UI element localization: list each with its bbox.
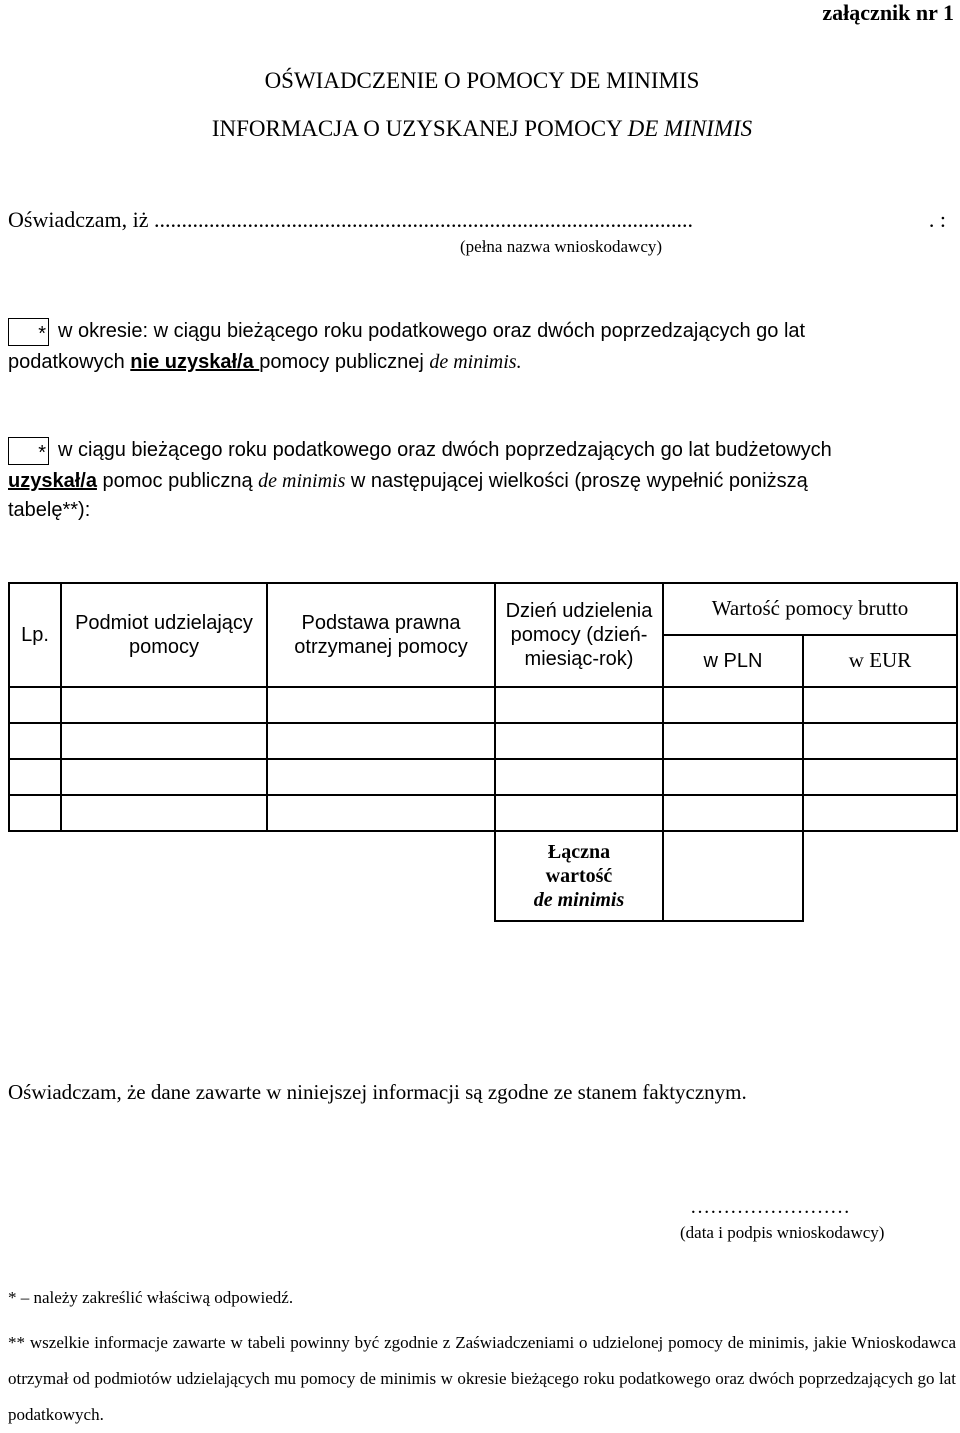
subtitle-prefix: INFORMACJA O UZYSKANEJ POMOCY <box>211 116 628 141</box>
total-label-line1: Łączna <box>547 841 611 863</box>
option2-mid: pomoc publiczną <box>96 470 259 492</box>
table-row <box>9 795 957 831</box>
total-empty <box>803 831 957 921</box>
cell-pln[interactable] <box>663 759 803 795</box>
table-row <box>9 687 957 723</box>
cell-date[interactable] <box>495 759 663 795</box>
option1-checkbox[interactable]: * <box>8 318 49 346</box>
cell-eur[interactable] <box>803 687 957 723</box>
footnote-1: * – należy zakreślić właściwą odpowiedź. <box>8 1288 294 1307</box>
option1-mid: pomocy publicznej <box>259 351 430 373</box>
option1-emphasis: nie uzyskał/a <box>130 351 260 373</box>
table-row <box>9 759 957 795</box>
footnote-2: ** wszelkie informacje zawarte w tabeli powinny być zgodnie z Zaświadczeniami o udzielonej pomocy de minimis, jakie Wnioskodawca otrzymał od podmiotów udzielających mu pomocy de minimis w okresie bieżącego roku podatkowego oraz dwóch poprzedzających go lat podatkowych. <box>8 1333 956 1424</box>
option1-text-line1: w okresie: w ciągu bieżącego roku podatkowego oraz dwóch poprzedzających go lat <box>58 320 806 342</box>
cell-lp[interactable] <box>9 687 61 723</box>
total-label <box>495 831 663 921</box>
total-label-line2: wartość <box>545 865 613 887</box>
option1-prefix: podatkowych <box>8 351 131 373</box>
confirmation-statement: Oświadczam, że dane zawarte w niniejszej informacji są zgodne ze stanem faktycznym. <box>8 1080 747 1104</box>
option2-text-line1: w ciągu bieżącego roku podatkowego oraz dwóch poprzedzających go lat budżetowych <box>58 439 832 461</box>
signature-caption: (data i podpis wnioskodawcy) <box>680 1223 885 1242</box>
cell-date[interactable] <box>495 687 663 723</box>
cell-entity[interactable] <box>61 795 267 831</box>
cell-pln[interactable] <box>663 687 803 723</box>
total-pln-cell[interactable] <box>663 831 803 921</box>
header-entity: Podmiot udzielający pomocy <box>61 583 267 687</box>
cell-basis[interactable] <box>267 795 495 831</box>
cell-lp[interactable] <box>9 759 61 795</box>
full-name-caption: (pełna nazwa wnioskodawcy) <box>460 237 663 256</box>
cell-basis[interactable] <box>267 723 495 759</box>
cell-entity[interactable] <box>61 723 267 759</box>
header-eur: w EUR <box>803 635 957 687</box>
header-lp: Lp. <box>9 583 61 687</box>
option2-italic: de minimis <box>258 470 346 492</box>
total-label-line3: de minimis <box>533 889 625 911</box>
cell-date[interactable] <box>495 723 663 759</box>
document-title: OŚWIADCZENIE O POMOCY DE MINIMIS <box>264 68 700 93</box>
cell-eur[interactable] <box>803 723 957 759</box>
document-subtitle <box>0 116 960 142</box>
total-spacer <box>9 831 495 921</box>
cell-pln[interactable] <box>663 723 803 759</box>
cell-lp[interactable] <box>9 795 61 831</box>
header-pln: w PLN <box>663 635 803 687</box>
cell-pln[interactable] <box>663 795 803 831</box>
declaration-line: Oświadczam, iż .................................................................................................. <box>8 207 693 232</box>
declaration-line-end: . : <box>928 207 946 232</box>
annex-label: załącznik nr 1 <box>822 0 954 25</box>
cell-lp[interactable] <box>9 723 61 759</box>
subtitle-italic: DE MINIMIS <box>627 116 753 141</box>
option2-text-line3: tabelę**): <box>8 499 91 521</box>
header-grant-date: Dzień udzielenia pomocy (dzień-miesiąc-rok) <box>495 583 663 687</box>
option1-text-line2 <box>8 351 522 374</box>
option2-checkbox[interactable]: * <box>8 437 49 465</box>
option1-italic: de minimis. <box>429 351 522 373</box>
option2-emphasis: uzyskał/a <box>8 470 97 492</box>
header-legal-basis: Podstawa prawna otrzymanej pomocy <box>267 583 495 687</box>
option2-end: w następującej wielkości (proszę wypełnić poniższą <box>345 470 808 492</box>
cell-entity[interactable] <box>61 687 267 723</box>
cell-date[interactable] <box>495 795 663 831</box>
cell-eur[interactable] <box>803 759 957 795</box>
cell-basis[interactable] <box>267 687 495 723</box>
header-gross-value: Wartość pomocy brutto <box>663 583 957 635</box>
aid-table <box>8 582 958 922</box>
option2-text-line2 <box>8 470 808 493</box>
table-row <box>9 723 957 759</box>
cell-basis[interactable] <box>267 759 495 795</box>
cell-entity[interactable] <box>61 759 267 795</box>
total-row <box>9 831 957 921</box>
signature-dots: …………………… <box>690 1196 850 1218</box>
cell-eur[interactable] <box>803 795 957 831</box>
